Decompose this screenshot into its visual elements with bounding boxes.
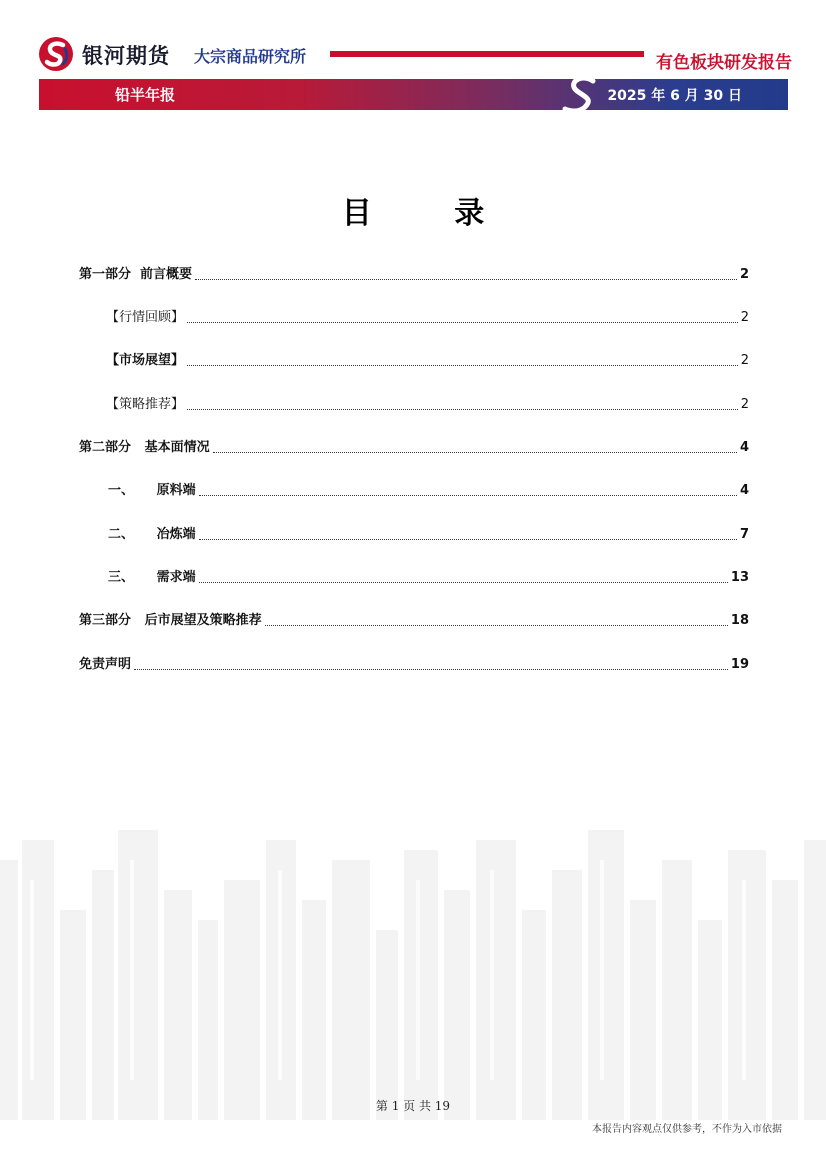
banner-s-swoosh-icon (557, 75, 607, 115)
toc-leader-dots (265, 624, 728, 626)
toc-leader-dots (213, 451, 737, 453)
toc-leader-dots (199, 494, 737, 496)
institute-name: 大宗商品研究所 (194, 47, 307, 66)
toc-entry[interactable] (79, 437, 749, 457)
title-banner (39, 79, 788, 110)
toc-entry[interactable] (108, 567, 749, 587)
toc-entry-label: 【策略推荐】 (106, 397, 185, 412)
toc-entry-label: 一、 原料端 (108, 483, 196, 498)
toc-leader-dots (187, 364, 738, 366)
toc-entry-page: 4 (739, 483, 749, 498)
brand-name: 银河期货 (82, 44, 170, 68)
toc-entry-label: 免责声明 (79, 657, 132, 672)
page-number: 第 1 页 共 19 (375, 1099, 451, 1113)
toc-entry[interactable] (79, 654, 749, 674)
toc-entry-page: 4 (739, 440, 749, 455)
footer-disclaimer: 本报告内容观点仅供参考，不作为入市依据 (592, 1124, 782, 1135)
toc-leader-dots (195, 278, 737, 280)
toc-entry-label: 二、 冶炼端 (108, 527, 196, 542)
toc-leader-dots (187, 321, 738, 323)
toc-entry-label: 第一部分 前言概要 (79, 267, 193, 282)
report-title: 铅半年报 (115, 86, 176, 104)
header-red-bar (330, 51, 644, 57)
toc-entry[interactable] (106, 350, 749, 370)
toc-entry-label: 【市场展望】 (106, 353, 185, 368)
toc-entry[interactable] (79, 610, 749, 630)
toc-title: 目 录 (341, 196, 521, 231)
toc-leader-dots (199, 581, 728, 583)
toc-entry-page: 2 (740, 353, 749, 368)
toc-entry-page: 2 (740, 397, 749, 412)
toc-leader-dots (134, 668, 728, 670)
toc-entry-page: 19 (730, 657, 749, 672)
toc-entry-label: 第三部分 后市展望及策略推荐 (79, 613, 262, 628)
toc-leader-dots (199, 538, 737, 540)
report-date: 2025 年 6 月 30 日 (607, 88, 742, 104)
toc-entry[interactable] (106, 394, 749, 414)
toc-entry[interactable] (108, 480, 749, 500)
toc-entry[interactable] (79, 264, 749, 284)
skyline-watermark (0, 820, 826, 1120)
toc-entry-page: 2 (739, 267, 749, 282)
toc-entry[interactable] (106, 307, 749, 327)
toc-entry-label: 第二部分 基本面情况 (79, 440, 210, 455)
report-category: 有色板块研发报告 (656, 53, 792, 73)
galaxy-logo-icon (38, 36, 74, 72)
toc-entry-page: 7 (739, 527, 749, 542)
toc-entry-label: 【行情回顾】 (106, 310, 185, 325)
toc-entry-label: 三、 需求端 (108, 570, 196, 585)
toc-entry-page: 18 (730, 613, 749, 628)
toc-entry[interactable] (108, 524, 749, 544)
toc-entry-page: 13 (730, 570, 749, 585)
toc-leader-dots (187, 408, 738, 410)
toc-entry-page: 2 (740, 310, 749, 325)
